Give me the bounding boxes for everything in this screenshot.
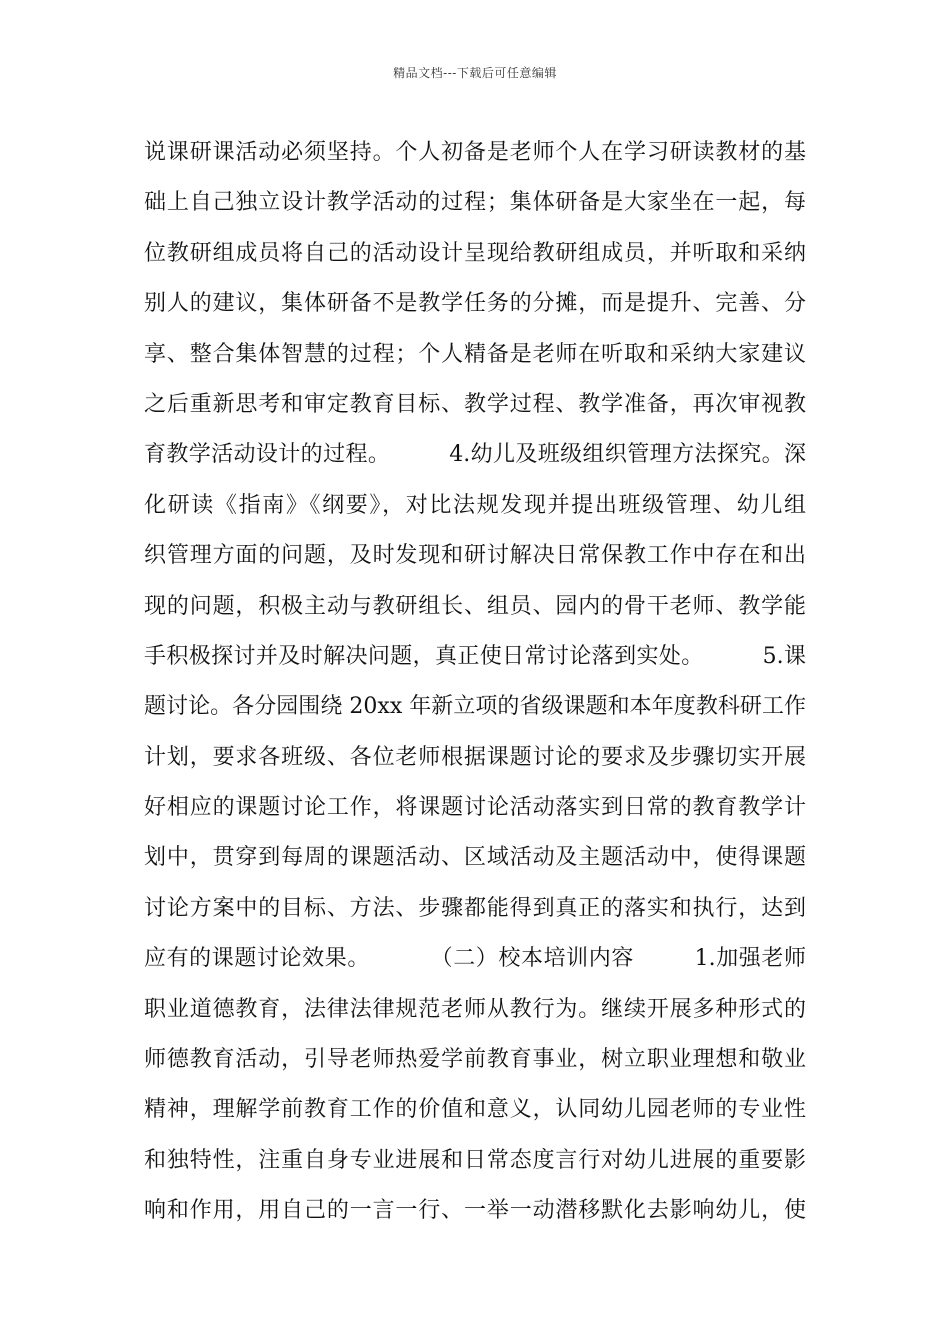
- text-line: 现的问题，积极主动与教研组长、组员、园内的骨干老师、教学能: [144, 593, 806, 619]
- text-line: 位教研组成员将自己的活动设计呈现给教研组成员，并听取和采纳: [144, 240, 806, 266]
- text-line: 题讨论。各分园围绕 20xx 年新立项的省级课题和本年度教科研工作: [144, 694, 806, 720]
- text-line: 划中，贯穿到每周的课题活动、区域活动及主题活动中，使得课题: [144, 845, 806, 871]
- text-line: 精神，理解学前教育工作的价值和意义，认同幼儿园老师的专业性: [144, 1097, 806, 1123]
- text-line: 手积极探讨并及时解决问题，真正使日常讨论落到实处。 5.课: [144, 643, 807, 669]
- text-line: 响和作用，用自己的一言一行、一举一动潜移默化去影响幼儿，使: [144, 1198, 806, 1224]
- text-line: 化研读《指南》《纲要》，对比法规发现并提出班级管理、幼儿组: [144, 492, 806, 518]
- text-line: 和独特性，注重自身专业进展和日常态度言行对幼儿进展的重要影: [144, 1147, 806, 1173]
- text-line: 享、整合集体智慧的过程；个人精备是老师在听取和采纳大家建议: [144, 341, 806, 367]
- body-text: [144, 128, 806, 1237]
- text-line: 好相应的课题讨论工作，将课题讨论活动落实到日常的教育教学计: [144, 795, 806, 821]
- text-line: 育教学活动设计的过程。 4.幼儿及班级组织管理方法探究。深: [144, 442, 806, 468]
- text-line: 织管理方面的问题，及时发现和研讨解决日常保教工作中存在和出: [144, 543, 806, 569]
- text-line: 础上自己独立设计教学活动的过程；集体研备是大家坐在一起，每: [144, 190, 806, 216]
- page-header: 精品文档---下载后可任意编辑: [393, 66, 557, 80]
- text-line: 师德教育活动，引导老师热爱学前教育事业，树立职业理想和敬业: [144, 1047, 806, 1073]
- text-line: 之后重新思考和审定教育目标、教学过程、教学准备，再次审视教: [144, 391, 806, 417]
- text-line: 职业道德教育，法律法律规范老师从教行为。继续开展多种形式的: [144, 996, 806, 1022]
- text-line: 计划，要求各班级、各位老师根据课题讨论的要求及步骤切实开展: [144, 744, 806, 770]
- text-line: 应有的课题讨论效果。 （二）校本培训内容 1.加强老师: [144, 946, 806, 972]
- text-line: 别人的建议，集体研备不是教学任务的分摊，而是提升、完善、分: [144, 291, 806, 317]
- text-line: 说课研课活动必须坚持。个人初备是老师个人在学习研读教材的基: [144, 140, 806, 165]
- text-line: 讨论方案中的目标、方法、步骤都能得到真正的落实和执行，达到: [144, 895, 806, 921]
